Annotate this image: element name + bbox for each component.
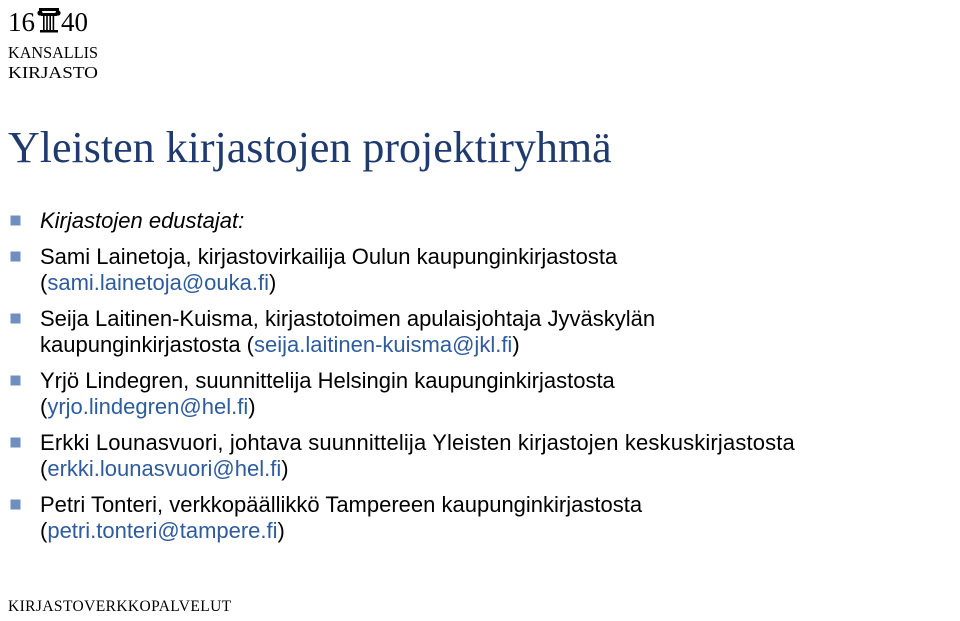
bullet-text xyxy=(40,368,960,420)
line-text: Petri Tonteri, verkkopäällikkö Tampereen kaupunginkirjastosta xyxy=(40,492,643,517)
text-line xyxy=(40,270,960,296)
line-text: ( xyxy=(40,456,48,481)
text-line xyxy=(40,244,960,270)
logo-name-line2: KIRJASTO xyxy=(8,63,99,82)
line-text: kaupunginkirjastosta ( xyxy=(40,332,255,357)
square-bullet-icon xyxy=(10,375,21,386)
text-line xyxy=(40,394,960,420)
text-line xyxy=(40,306,960,332)
square-bullet-icon xyxy=(10,499,21,510)
bullet-text xyxy=(40,244,960,296)
greek-column-icon xyxy=(37,8,60,33)
logo-name-line1: KANSALLIS xyxy=(8,43,98,62)
square-bullet-icon xyxy=(10,251,21,262)
email-link[interactable]: erkki.lounasvuori@hel.fi xyxy=(47,456,282,481)
email-link[interactable]: petri.tonteri@tampere.fi xyxy=(47,518,278,543)
page-title: Yleisten kirjastojen projektiryhmä xyxy=(8,123,612,172)
line-text: ) xyxy=(248,394,256,419)
line-text: ) xyxy=(512,332,520,357)
email-link[interactable]: sami.lainetoja@ouka.fi xyxy=(47,270,269,295)
line-text: ( xyxy=(40,518,48,543)
bullet-text xyxy=(40,306,960,358)
line-text: ) xyxy=(277,518,285,543)
text-line xyxy=(40,492,960,518)
list-item xyxy=(10,244,960,296)
footer-text: KIRJASTOVERKKOPALVELUT xyxy=(8,598,232,615)
line-text: Yrjö Lindegren, suunnittelija Helsingin kaupunginkirjastosta xyxy=(40,368,615,393)
line-text: ( xyxy=(40,270,48,295)
text-line xyxy=(40,518,960,544)
square-bullet-icon xyxy=(10,437,21,448)
bullet-list xyxy=(10,208,960,554)
logo-year-right: 40 xyxy=(61,7,88,37)
list-item xyxy=(10,430,960,482)
logo-year-left: 16 xyxy=(8,7,35,37)
line-text: Erkki Lounasvuori, johtava suunnittelija Yleisten kirjastojen keskuskirjastosta xyxy=(40,430,795,455)
line-text: Kirjastojen edustajat: xyxy=(40,208,245,233)
text-line xyxy=(40,368,960,394)
logo-graphic xyxy=(6,4,102,82)
square-bullet-icon xyxy=(10,313,21,324)
bullet-text xyxy=(40,430,960,482)
text-line xyxy=(40,430,960,456)
email-link[interactable]: seija.laitinen-kuisma@jkl.fi xyxy=(254,332,513,357)
square-bullet-icon xyxy=(10,215,21,226)
bullet-text xyxy=(40,492,960,544)
line-text: ) xyxy=(281,456,289,481)
kansalliskirjasto-logo xyxy=(6,4,102,82)
line-text: ( xyxy=(40,394,48,419)
list-item xyxy=(10,208,960,234)
text-line xyxy=(40,456,960,482)
email-link[interactable]: yrjo.lindegren@hel.fi xyxy=(47,394,249,419)
list-item xyxy=(10,306,960,358)
line-text: ) xyxy=(269,270,277,295)
line-text: Seija Laitinen-Kuisma, kirjastotoimen apulaisjohtaja Jyväskylän xyxy=(40,306,656,331)
text-line xyxy=(40,208,960,234)
list-item xyxy=(10,492,960,544)
line-text: Sami Lainetoja, kirjastovirkailija Oulun kaupunginkirjastosta xyxy=(40,244,618,269)
text-line xyxy=(40,332,960,358)
list-item xyxy=(10,368,960,420)
bullet-text xyxy=(40,208,960,234)
